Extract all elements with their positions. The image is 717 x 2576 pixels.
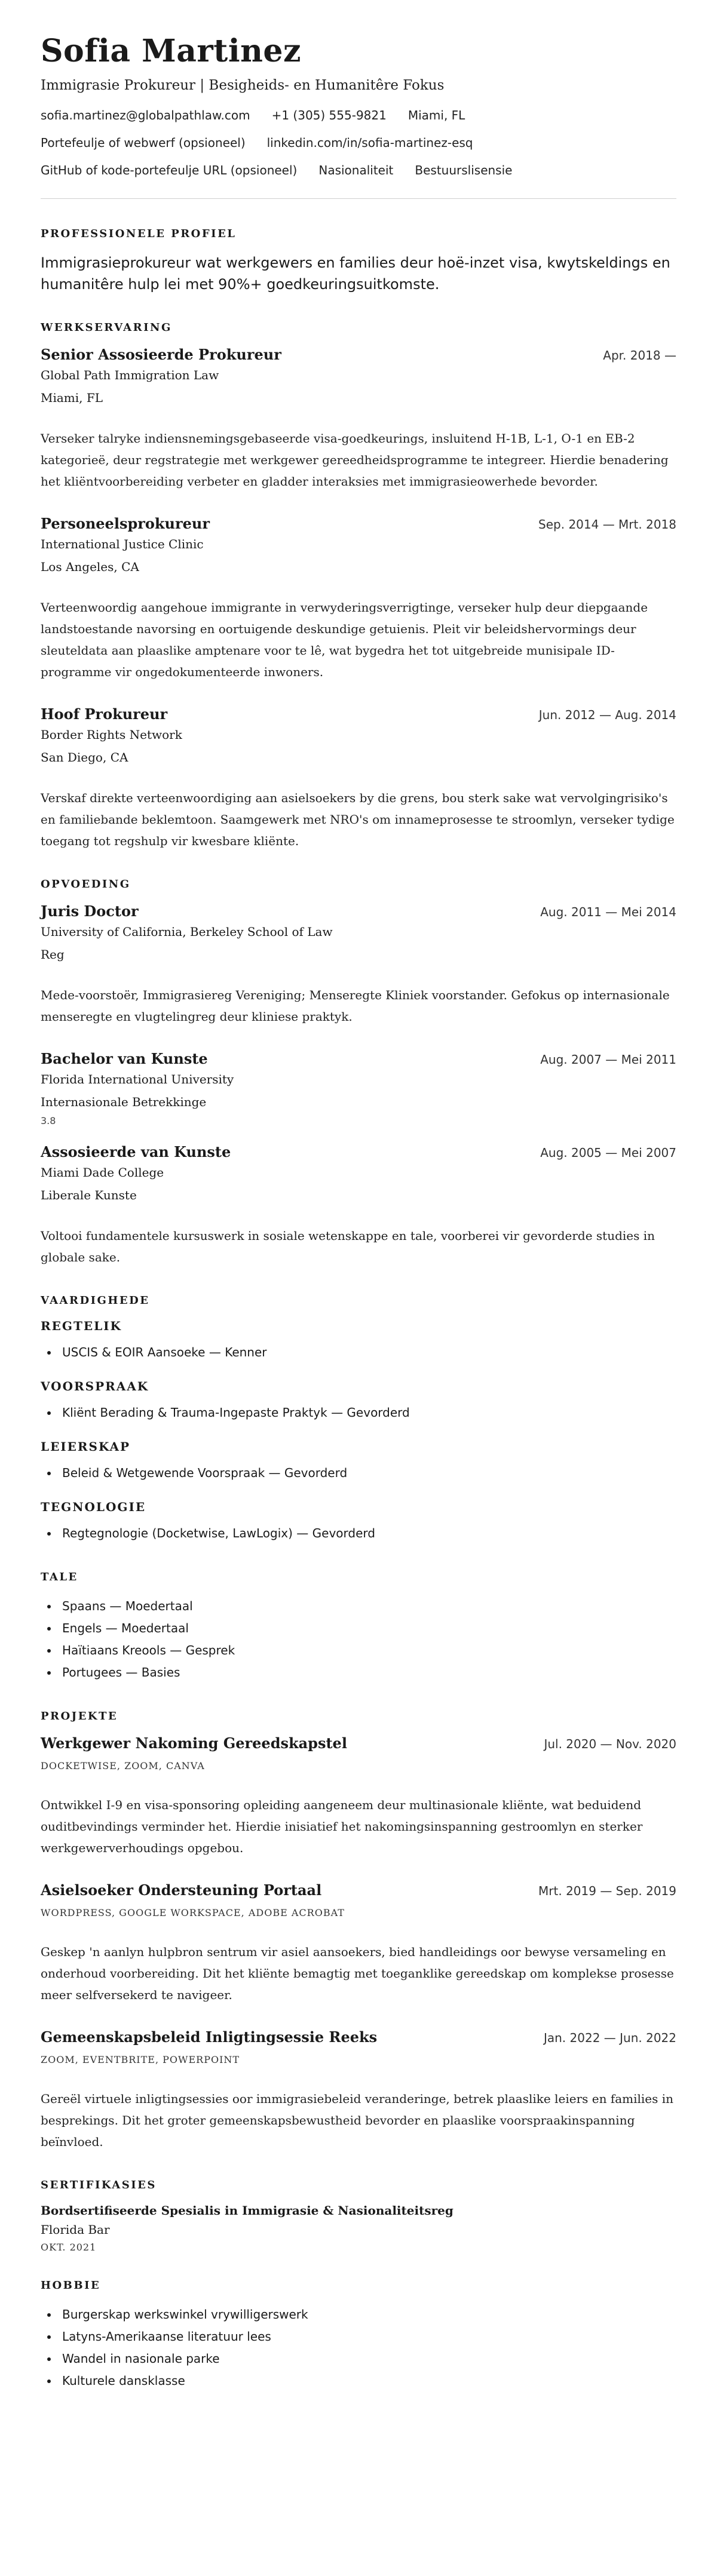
project-date: Jan. 2022 — Jun. 2022 [543,2030,676,2045]
contact-phone[interactable]: +1 (305) 555-9821 [271,108,387,122]
degree-field: Liberale Kunste [41,1187,137,1202]
header-divider [41,198,676,199]
school-name: University of California, Berkeley School of Law [41,924,333,939]
contact-nationality: Nasionaliteit [318,162,394,177]
project-entry [41,2028,676,2153]
resume-header [41,33,676,178]
job-title: Personeelsprokureur [41,514,210,532]
hobby-list [41,2304,676,2392]
skill-list [41,1462,676,1484]
certification-entry [41,2203,676,2253]
skill-group-title: VOORSPRAAK [41,1378,149,1393]
section-title: HOBBIE [41,2279,101,2292]
language-list [41,1595,676,1684]
experience-entry [41,705,676,852]
job-title: Senior Assosieerde Prokureur [41,345,281,363]
project-entry [41,1734,676,1859]
certification-issuer: Florida Bar [41,2222,110,2237]
job-employer: Global Path Immigration Law [41,367,219,382]
skill-group-title: REGTELIK [41,1318,122,1333]
job-employer: Border Rights Network [41,727,182,742]
skill-item: • USCIS & EOIR Aansoeke — Kenner [59,1341,676,1364]
project-title: Asielsoeker Ondersteuning Portaal [41,1881,322,1899]
skill-list [41,1522,676,1545]
skill-item: • Beleid & Wetgewende Voorspraak — Gevorderd [59,1462,676,1484]
project-description: Gereël virtuele inligtingsessies oor immigrasiebeleid veranderinge, betrek plaaslike leiers en families in besprekings. Dit het groter gemeenskapsbewustheid bevorder en plaaslike voorspraakinspanning beïnvloed. [41,2091,674,2149]
degree-field: Reg [41,947,65,962]
degree-title: Assosieerde van Kunste [41,1143,231,1160]
education-entry [41,1050,676,1126]
job-employer: International Justice Clinic [41,536,204,551]
degree-date: Aug. 2011 — Mei 2014 [540,904,676,919]
job-description: Verseker talryke indiensnemingsgebaseerde visa-goedkeurings, insluitend H-1B, L-1, O-1 en EB-2 kategorieë, deur regstrategie met werkgewer gereedheidsprogramme te integreer. Hierdie benadering het kliëntvoorbereiding verbeter en gladder interaksies met immigrasieowerhede bevorder. [41,431,669,489]
experience-entry [41,346,676,492]
contact-row-2 [41,135,676,151]
experience-entry [41,515,676,683]
contact-github[interactable]: GitHub of kode-portefeulje URL (opsioneel) [41,162,298,177]
contact-location: Miami, FL [407,108,465,122]
job-description: Verteenwoordig aangehoue immigrante in verwyderingsverrigtinge, verseker hulp deur diepgaande landstoestande navorsing en oortuigende deskundige getuienis. Pleit vir beleidshervormings deur sleuteldata aan plaaslike amptenare voor te lê, wat bygedra het tot uitgebreide munisipale ID-programme vir ongedokumenteerde inwoners. [41,600,648,679]
job-title: Hoof Prokureur [41,705,168,723]
contact-portfolio[interactable]: Portefeulje of webwerf (opsioneel) [41,135,246,150]
hobby-item: • Burgerskap werkswinkel vrywilligerswerk [59,2304,676,2326]
education-entry [41,1143,676,1268]
project-title: Gemeenskapsbeleid Inligtingsessie Reeks [41,2028,378,2046]
contact-linkedin[interactable]: linkedin.com/in/sofia-martinez-esq [266,135,473,150]
job-date: Sep. 2014 — Mrt. 2018 [538,517,676,532]
contact-row-1 [41,108,676,123]
language-item: • Portugees — Basies [59,1662,676,1684]
profile-section [41,228,676,295]
hobbies-section [41,2279,676,2392]
skill-item: • Regtegnologie (Docketwise, LawLogix) — Gevorderd [59,1522,676,1545]
job-location: Miami, FL [41,390,103,405]
project-entry [41,1881,676,2006]
school-name: Florida International University [41,1071,234,1086]
skill-list [41,1402,676,1424]
candidate-subtitle: Immigrasie Prokureur | Besigheids- en Humanitêre Fokus [41,77,445,93]
language-item: • Haïtiaans Kreools — Gesprek [59,1639,676,1662]
degree-description: Mede-voorstoër, Immigrasiereg Vereniging; Menseregte Kliniek voorstander. Gefokus op internasionale menseregte en vlugtelingreg deur kliniese praktyk. [41,987,670,1024]
job-location: Los Angeles, CA [41,559,139,574]
degree-description: Voltooi fundamentele kursuswerk in sosiale wetenskappe en tale, voorberei vir gevorderde studies in globale sake. [41,1228,655,1264]
degree-date: Aug. 2007 — Mei 2011 [540,1052,676,1067]
degree-title: Bachelor van Kunste [41,1049,208,1067]
project-tech: DOCKETWISE, ZOOM, CANVA [41,1760,205,1771]
section-title: TALE [41,1570,78,1583]
contact-email[interactable]: sofia.martinez@globalpathlaw.com [41,108,250,122]
contact-row-3 [41,162,676,178]
hobby-item: • Latyns-Amerikaanse literatuur lees [59,2326,676,2348]
project-title: Werkgewer Nakoming Gereedskapstel [41,1734,347,1752]
languages-section [41,1571,676,1684]
candidate-name: Sofia Martinez [41,33,301,69]
job-location: San Diego, CA [41,750,128,764]
education-entry [41,902,676,1027]
section-title: VAARDIGHEDE [41,1294,150,1307]
skill-group-title: LEIERSKAP [41,1439,131,1454]
education-section [41,878,676,1268]
section-title: SERTIFIKASIES [41,2178,157,2191]
contact-drivers-license: Bestuurslisensie [415,162,513,177]
degree-title: Juris Doctor [41,902,139,920]
job-date: Jun. 2012 — Aug. 2014 [538,707,676,722]
skills-section [41,1294,676,1545]
certifications-section [41,2179,676,2253]
hobby-item: • Wandel in nasionale parke [59,2348,676,2370]
project-date: Jul. 2020 — Nov. 2020 [544,1736,676,1751]
degree-gpa: 3.8 [41,1114,56,1126]
job-date: Apr. 2018 — [603,348,676,363]
project-tech: WORDPRESS, GOOGLE WORKSPACE, ADOBE ACROBAT [41,1906,345,1918]
certification-date: OKT. 2021 [41,2241,97,2253]
job-description: Verskaf direkte verteenwoordiging aan asielsoekers by die grens, bou sterk sake wat vervolgingrisiko's en familiebande beklemtoon. Saamgewerk met NRO's om innameprosesse te stroomlyn, verseker tydige toegang tot regshulp vir kwesbare kliënte. [41,790,675,848]
project-tech: ZOOM, EVENTBRITE, POWERPOINT [41,2053,240,2065]
section-title: WERKSERVARING [41,321,172,334]
experience-section [41,321,676,852]
language-item: • Engels — Moedertaal [59,1617,676,1639]
section-title: PROJEKTE [41,1709,118,1723]
skill-list [41,1341,676,1364]
section-title: OPVOEDING [41,877,131,891]
project-description: Ontwikkel I-9 en visa-sponsoring opleiding aangeneem deur multinasionale kliënte, wat beduidend ouditbevindings verminder het. Hierdie inisiatief het nakomingsinspanning gestroomlyn en sterker werkgewerverhoudings opgebou. [41,1797,643,1855]
school-name: Miami Dade College [41,1165,164,1180]
projects-section [41,1710,676,2153]
profile-summary: Immigrasieprokureur wat werkgewers en families deur hoë-inzet visa, kwytskeldings en humanitêre hulp lei met 90%+ goedkeuringsuitkomste. [41,254,670,293]
certification-title: Bordsertifiseerde Spesialis in Immigrasie & Nasionaliteitsreg [41,2203,454,2218]
hobby-item: • Kulturele dansklasse [59,2370,676,2392]
project-description: Geskep 'n aanlyn hulpbron sentrum vir asiel aansoekers, bied handleidings oor bewyse versameling en onderhoud voorbereiding. Dit het kliënte bemagtig met toeganklike gereedskap om komplekse prosesse meer selfversekerd te navigeer. [41,1944,674,2002]
degree-date: Aug. 2005 — Mei 2007 [540,1145,676,1160]
project-date: Mrt. 2019 — Sep. 2019 [538,1883,676,1898]
language-item: • Spaans — Moedertaal [59,1595,676,1617]
degree-field: Internasionale Betrekkinge [41,1094,207,1109]
skill-group-title: TEGNOLOGIE [41,1499,146,1514]
skill-item: • Kliënt Berading & Trauma-Ingepaste Praktyk — Gevorderd [59,1402,676,1424]
section-title: PROFESSIONELE PROFIEL [41,227,237,240]
